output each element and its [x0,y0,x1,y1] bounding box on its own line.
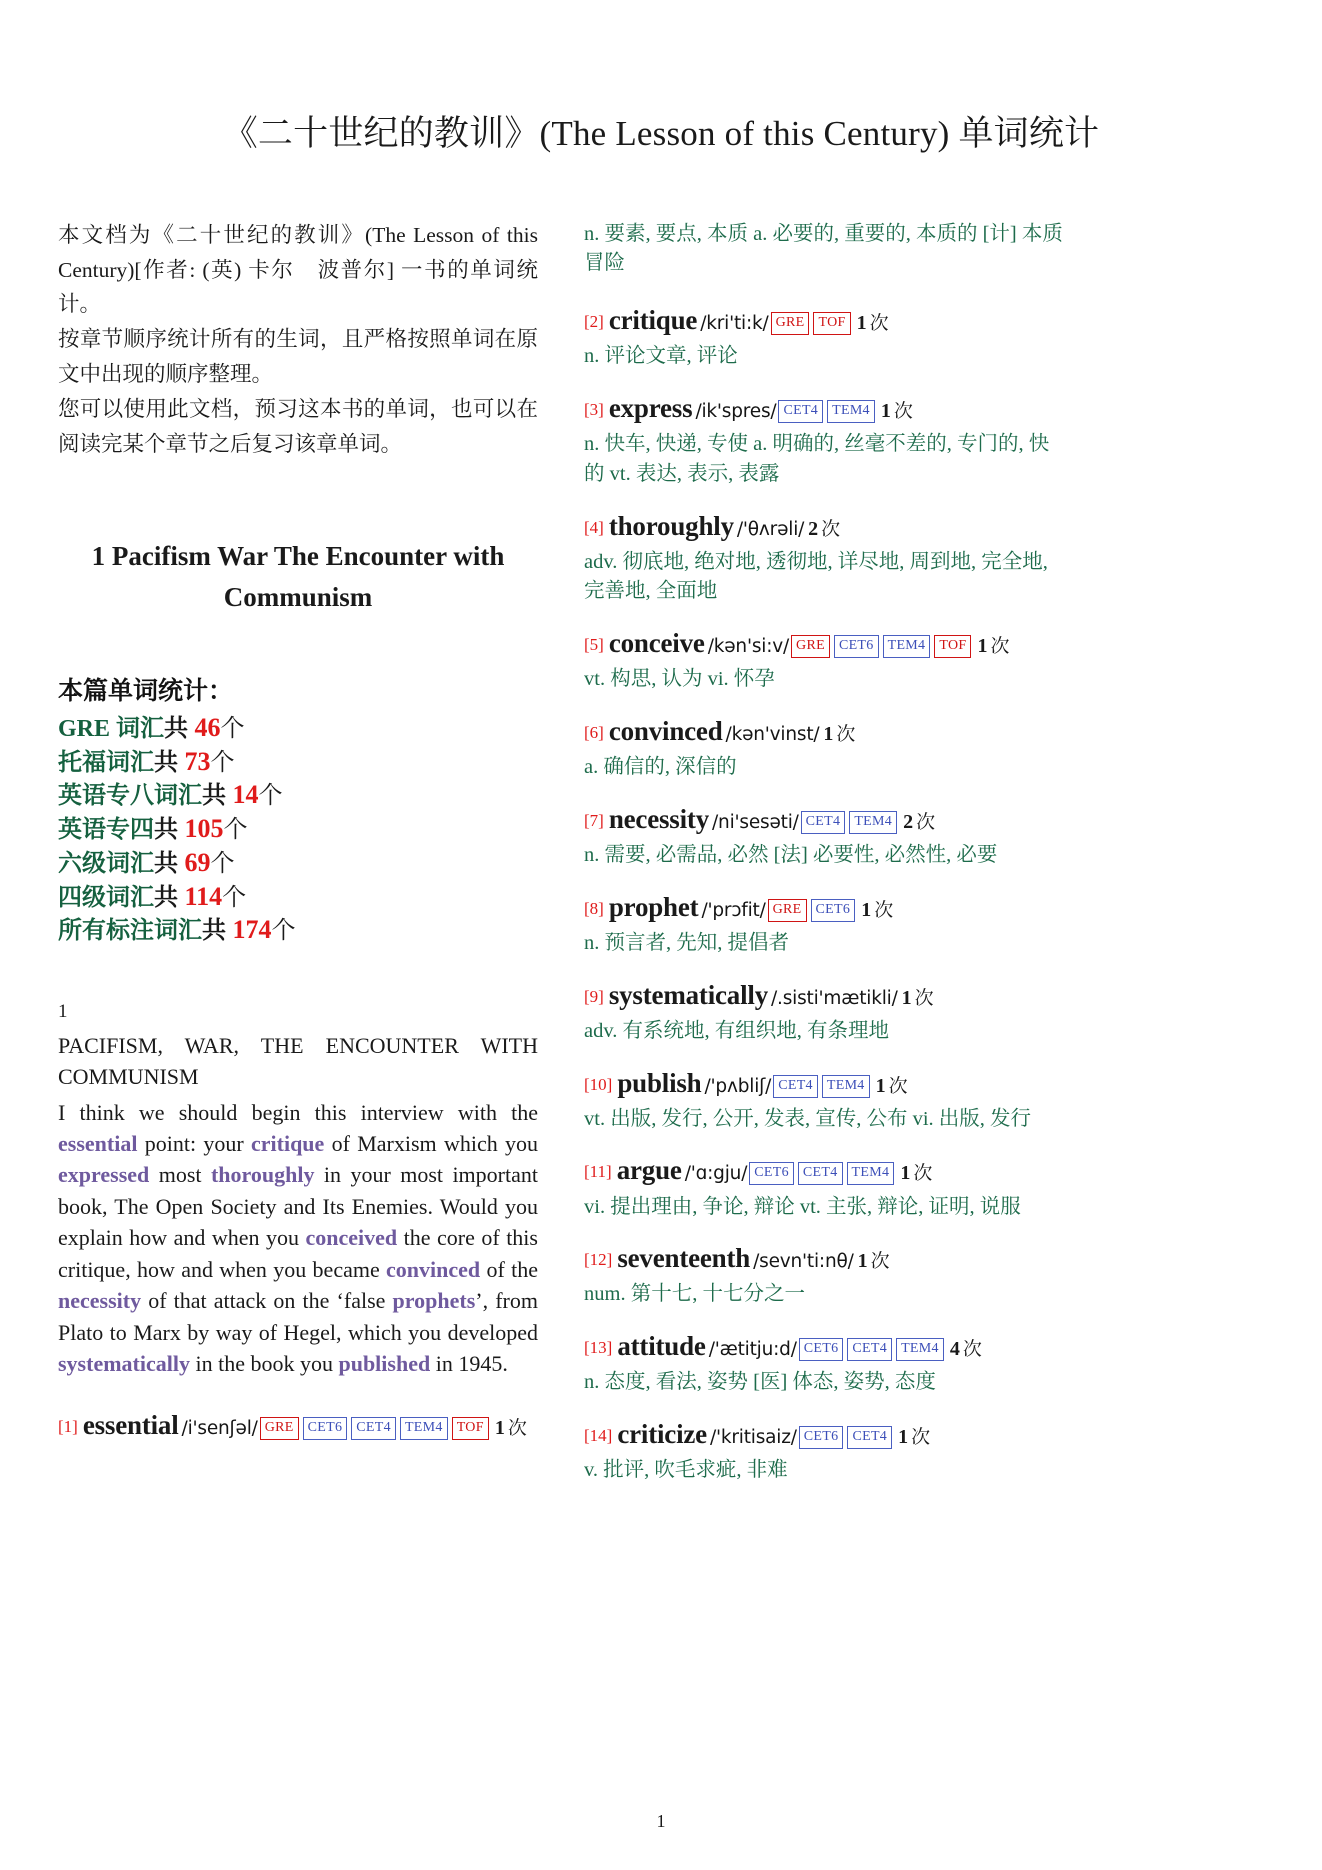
entry-index: [2] [584,312,604,332]
entry-count: 1 [861,898,872,921]
passage-number: 1 [58,1001,68,1023]
statistics-gong: 共 [154,850,178,877]
entry-tag-badge: TEM4 [400,1417,448,1440]
left-entry-list [58,1406,538,1445]
entry-tag-badge: CET4 [847,1426,892,1449]
passage-text: most [149,1162,211,1188]
entry-definition: vi. 提出理由, 争论, 辩论 vt. 主张, 辩论, 证明, 说服 [584,1195,1021,1218]
entry-definition: n. 需要, 必需品, 必然 [法] 必要性, 必然性, 必要 [584,844,998,867]
entry-index: [14] [584,1425,613,1445]
two-column-layout [58,218,1264,1503]
entry-definition: adv. 彻底地, 绝对地, 透彻地, 详尽地, 周到地, 完全地, 完善地, 全面地 [584,550,1048,603]
entry-count-unit: 次 [911,1426,931,1448]
entry-count-unit: 次 [916,811,936,833]
statistics-row [58,880,538,914]
statistics-value: 114 [178,881,223,911]
entry-tag-badge: CET4 [798,1162,843,1185]
entry-index: [10] [584,1074,613,1094]
dictionary-entry [584,301,1064,372]
entry-header [584,888,1064,927]
entry-header [584,800,1064,839]
entry-word: thoroughly [608,510,734,541]
dictionary-entry [584,1064,1064,1135]
entry-word: argue [616,1155,682,1186]
entry-phonetic: /ik'spres/ [695,401,777,423]
entry-tag-badge: GRE [791,635,830,658]
entry-tag-badge: TEM4 [822,1075,870,1098]
dictionary-entry [584,1327,1064,1398]
statistics-unit: 个 [220,715,245,742]
statistics-label: 六级词汇 [58,850,154,877]
entry-phonetic: /i'senʃəl/ [181,1417,258,1439]
entry-phonetic: /.sisti'mætikli/ [771,987,898,1009]
entry-word: attitude [617,1331,706,1362]
entry-word: publish [617,1067,702,1098]
entry-count-unit: 次 [914,987,934,1009]
statistics-value: 46 [188,712,221,742]
entry-count: 1 [901,986,912,1009]
entry-tag-badge: CET6 [834,635,879,658]
entry-count: 1 [898,1425,909,1448]
entry-phonetic: /'kritisaiz/ [709,1426,797,1448]
entry-phonetic: /kən'si:v/ [707,636,790,658]
statistics-unit: 个 [210,749,235,776]
passage-text: the core of this critique, how and when you became [58,1225,538,1282]
intro-line-3: 您可以使用此文档，预习这本书的单词，也可以在阅读完某个章节之后复习该章单词。 [58,396,538,456]
dictionary-entry [584,1239,1064,1310]
statistics-gong: 共 [164,715,189,742]
entry-tag-badge: CET4 [351,1417,396,1440]
page-title: 《二十世纪的教训》(The Lesson of this Century) 单词统计 [222,114,1100,153]
entry-count: 1 [494,1416,505,1439]
entry-definition: vt. 出版, 发行, 公开, 发表, 宣传, 公布 vi. 出版, 发行 [584,1107,1032,1130]
entry-index: [8] [584,898,604,918]
entry-header [584,1239,1064,1278]
entry-tag-badge: GRE [260,1417,299,1440]
entry-header [584,1327,1064,1366]
entry-phonetic: /'θʌrəli/ [736,518,805,540]
statistics-row [58,812,538,846]
entry-word: seventeenth [617,1243,751,1274]
entry-phonetic: /kri'ti:k/ [700,313,769,335]
dictionary-entry [584,624,1064,695]
right-column [584,218,1064,1503]
passage-keyword: prophets [392,1288,476,1314]
entry-tag-badge: GRE [771,312,810,335]
dictionary-entry [584,389,1064,490]
entry-tag-badge: TEM4 [896,1338,944,1361]
carryover-definition: n. 要素, 要点, 本质 a. 必要的, 重要的, 本质的 [计] 本质冒险 [584,222,1063,275]
dictionary-entry [584,507,1064,608]
entry-count: 1 [880,400,891,423]
entry-header [58,1406,538,1445]
entry-phonetic: /'ɑ:gju/ [684,1163,748,1185]
entry-tag-badge: CET6 [749,1162,794,1185]
statistics-gong: 共 [202,783,226,810]
entry-count-unit: 次 [870,1251,890,1273]
statistics-label: 英语专四 [58,817,154,844]
chapter-heading: 1 Pacifism War The Encounter with Communism [91,540,505,613]
statistics-row [58,846,538,880]
entry-count: 1 [977,635,988,658]
entry-definition: n. 评论文章, 评论 [584,345,738,368]
statistics-value: 73 [178,746,211,776]
statistics-label: 所有标注词汇 [58,918,202,945]
passage-keyword: critique [250,1130,325,1156]
entry-tag-badge: TOF [813,312,850,335]
entry-tag-badge: CET6 [799,1426,844,1449]
entry-word: express [608,393,693,424]
passage-keyword: conceived [305,1225,398,1251]
entry-count-unit: 次 [913,1163,933,1185]
entry-header [584,712,1064,751]
entry-count: 4 [949,1338,960,1361]
entry-word: convinced [608,716,723,747]
statistics-row [58,913,538,947]
entry-tag-badge: CET6 [811,899,856,922]
entry-word: essential [82,1409,179,1440]
entry-count: 1 [856,312,867,335]
dictionary-entry [58,1406,538,1445]
entry-tag-badge: CET6 [799,1338,844,1361]
entry-phonetic: /'pʌbliʃ/ [704,1075,772,1097]
entry-tag-badge: TOF [452,1417,489,1440]
entry-index: [11] [584,1162,612,1182]
entry-count-unit: 次 [874,899,894,921]
entry-tag-badge: TEM4 [849,811,897,834]
entry-count: 1 [857,1250,868,1273]
entry-word: prophet [608,891,699,922]
passage-text: of the [480,1256,538,1282]
statistics-unit: 个 [271,918,296,945]
statistics-gong: 共 [154,817,178,844]
intro-line-1: 本文档为《二十世纪的教训》(The Lesson of this Century)[作者: (英) 卡尔 波普尔] 一书的单词统计。 [58,222,538,317]
entry-definition: num. 第十七, 十七分之一 [584,1283,805,1306]
dictionary-entry [584,1151,1064,1222]
statistics-unit: 个 [222,884,247,911]
entry-count-unit: 次 [507,1417,527,1439]
statistics-heading: 本篇单词统计： [58,678,234,706]
entry-count-unit: 次 [888,1075,908,1097]
entry-count-unit: 次 [962,1339,982,1361]
entry-definition: n. 预言者, 先知, 提倡者 [584,931,789,954]
entry-count-unit: 次 [821,518,841,540]
passage-keyword: necessity [58,1288,142,1314]
entry-index: [4] [584,517,604,537]
intro-line-2: 按章节顺序统计所有的生词，且严格按照单词在原文中出现的顺序整理。 [58,327,538,387]
statistics-list [58,711,538,947]
statistics-label: 托福词汇 [58,749,154,776]
entry-index: [3] [584,400,604,420]
statistics-row [58,711,538,745]
entry-definition: adv. 有系统地, 有组织地, 有条理地 [584,1019,890,1042]
passage-text: of Marxism which you [324,1130,538,1156]
entry-word: critique [608,305,698,336]
statistics-gong: 共 [202,918,226,945]
entry-tag-badge: TEM4 [847,1162,895,1185]
statistics-row [58,778,538,812]
entry-count: 1 [875,1074,886,1097]
intro-block [58,218,538,462]
statistics-label: 英语专八词汇 [58,783,202,810]
passage-text: point: your [137,1130,251,1156]
entry-index: [5] [584,635,604,655]
entry-definition: n. 快车, 快递, 专使 a. 明确的, 丝毫不差的, 专门的, 快的 vt. 表达, 表示, 表露 [584,433,1050,485]
entry-count: 2 [808,517,819,540]
entry-header [584,301,1064,340]
entry-index: [1] [58,1416,78,1436]
entry-word: criticize [617,1418,707,1449]
entry-header [584,1064,1064,1103]
entry-word: necessity [608,803,710,834]
statistics-unit: 个 [258,783,283,810]
entry-index: [6] [584,723,604,743]
entry-index: [13] [584,1338,613,1358]
passage-text: I think we should begin this interview with the [58,1099,538,1125]
statistics-unit: 个 [210,850,235,877]
entry-definition: a. 确信的, 深信的 [584,756,737,779]
entry-tag-badge: TEM4 [883,635,931,658]
statistics-value: 69 [178,847,211,877]
entry-tag-badge: TOF [934,635,971,658]
passage-text: in your most important book, The Open Society and Its Enemies. Would you explain how and when you [58,1162,538,1251]
passage-keyword: convinced [386,1256,481,1282]
entry-phonetic: /ni'sesəti/ [712,811,799,833]
entry-phonetic: /'prɔfit/ [701,899,766,921]
statistics-unit: 个 [223,817,248,844]
entry-phonetic: /kən'vinst/ [725,724,820,746]
entry-count-unit: 次 [836,724,856,746]
entry-count: 1 [900,1162,911,1185]
passage-keyword: thoroughly [210,1162,315,1188]
page-number-footer: 1 [656,1811,666,1831]
statistics-value: 14 [226,780,259,810]
entry-index: [9] [584,986,604,1006]
dictionary-entry [584,976,1064,1047]
entry-index: [7] [584,810,604,830]
passage-keyword: published [338,1351,431,1377]
entry-definition: vt. 构思, 认为 vi. 怀孕 [584,668,775,691]
entry-tag-badge: CET6 [303,1417,348,1440]
passage-text: in 1945. [430,1351,508,1377]
passage-heading: PACIFISM, WAR, THE ENCOUNTER WITH COMMUNISM [58,1032,538,1090]
passage-text: in the book you [189,1351,339,1377]
entry-tag-badge: CET4 [801,811,846,834]
entry-word: systematically [608,979,768,1010]
entry-header [584,976,1064,1015]
passage-keyword: expressed [58,1162,150,1188]
passage-body [58,1097,538,1380]
statistics-label: GRE 词汇 [58,715,165,742]
entry-header [584,507,1064,546]
entry-tag-badge: CET4 [773,1075,818,1098]
entry-count: 2 [903,810,914,833]
entry-tag-badge: CET4 [778,400,823,423]
entry-phonetic: /sevn'ti:nθ/ [753,1251,854,1273]
dictionary-entry [584,888,1064,959]
entry-tag-badge: CET4 [847,1338,892,1361]
entry-word: conceive [608,628,705,659]
entry-header [584,389,1064,428]
passage-text: of that attack on the ‘false [141,1288,393,1314]
entry-tag-badge: GRE [768,899,807,922]
entry-definition: n. 态度, 看法, 姿势 [医] 体态, 姿势, 态度 [584,1371,936,1394]
statistics-value: 105 [178,814,224,844]
entry-header [584,1415,1064,1454]
entry-count-unit: 次 [990,636,1010,658]
statistics-row [58,745,538,779]
statistics-gong: 共 [154,884,178,911]
passage-keyword: systematically [58,1351,190,1377]
entry-count: 1 [823,723,834,746]
statistics-gong: 共 [154,749,178,776]
statistics-label: 四级词汇 [58,884,154,911]
entry-header [584,1151,1064,1190]
dictionary-entry [584,712,1064,783]
entry-index: [12] [584,1250,613,1270]
entry-definition: v. 批评, 吹毛求疵, 非难 [584,1459,788,1482]
passage-keyword: essential [58,1130,138,1156]
entry-count-unit: 次 [869,313,889,335]
left-column [58,218,538,1503]
entry-header [584,624,1064,663]
dictionary-entry [584,1415,1064,1486]
statistics-value: 174 [226,915,272,945]
entry-count-unit: 次 [893,401,913,423]
right-entry-list [584,301,1064,1486]
statistics-block [58,675,538,947]
entry-tag-badge: TEM4 [827,400,875,423]
dictionary-entry [584,800,1064,871]
entry-phonetic: /'ætitju:d/ [708,1339,797,1361]
passage-text: ’, from Plato to Marx by way of Hegel, which you developed [58,1288,538,1345]
